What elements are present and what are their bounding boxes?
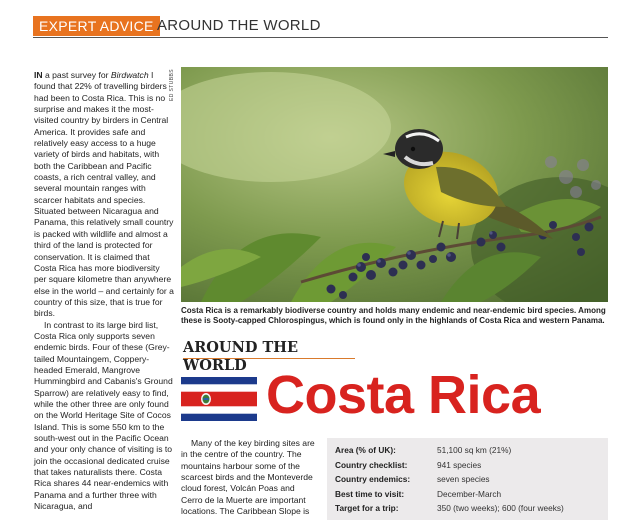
fact-label: Country checklist: xyxy=(335,459,408,470)
fact-label: Area (% of UK): xyxy=(335,445,396,455)
fact-row xyxy=(335,472,600,487)
fact-value: seven species xyxy=(437,474,490,485)
article-column-2 xyxy=(181,438,315,517)
fact-row xyxy=(335,458,600,473)
article-column-1 xyxy=(34,70,174,512)
photo-credit xyxy=(168,68,180,108)
article-paragraph: In contrast to its large bird list, Costa Rica only supports seven endemic birds. Four of these (Grey-tailed Mountaingem, Coppery-headed Emerald, Mangrove Hummingbird and Cabanis's Ground Sparrow) are relatively easy to find, while the other three are only found on the World Heritage Site of Cocos Island. This is some 550 km to the south-west out in the Pacific Ocean and your only chance of visiting is to join the occasional dedicated cruise that takes naturalists there. Costa Rica shares 44 near-endemics with Panama and a further three with Nicaragua, and xyxy=(34,319,173,512)
page-header xyxy=(33,16,608,38)
lead-text-continued: I found that 22% of travelling birders had been to Costa Rica. This is no surprise and makes it the most-visited country by birders in Central America. It provides safe and relatively easy access to a huge variety of birds and habitats, with both the Caribbean and Pacific coasts, a rich central valley, and several mountain ranges with scarcer habitats and species. Situated between Nicaragua and Panama, this relatively small country is packed with wildlife and almost a third of the land is protected for conservation. It is claimed that Costa Rica has more biodiversity per square kilometre than anywhere else in the world – and certainly for a country of this size, that is true for birds. xyxy=(34,70,174,319)
lead-text: a past survey for xyxy=(42,70,111,80)
fact-label: Target for a trip: xyxy=(335,503,399,514)
lead-word: IN xyxy=(34,70,43,80)
section-title: AROUND THE WORLD xyxy=(157,17,321,34)
fact-value: December-March xyxy=(437,488,502,499)
article-paragraph xyxy=(34,70,174,320)
around-the-world-heading: AROUND THE WORLD xyxy=(183,339,355,359)
country-title: Costa Rica xyxy=(266,365,541,425)
magazine-name: Birdwatch xyxy=(110,70,149,80)
fact-row xyxy=(335,443,600,458)
fact-value: 350 (two weeks); 600 (four weeks) xyxy=(437,503,564,514)
fact-row xyxy=(335,487,600,502)
costa-rica-flag xyxy=(181,377,257,421)
photo-caption: Costa Rica is a remarkably biodiverse country and holds many endemic and near-endemic bird species. Among these is Sooty-capped Chlorospingus, which is found only in the highlands of Costa Rica and western Panama. xyxy=(181,306,606,325)
fact-label: Country endemics: xyxy=(335,474,411,485)
fact-value: 51,100 sq km (21%) xyxy=(437,445,512,455)
fact-row xyxy=(335,501,600,516)
flag-icon xyxy=(181,377,257,421)
photo-credit-text: ED STUBBS xyxy=(168,69,175,101)
bird-photo xyxy=(181,67,608,302)
article-paragraph: Many of the key birding sites are in the centre of the country. The mountains harbour some of the scarcest birds and the Monteverde cloud forest, Volcán Poas and Cerro de la Muerte are important locations. The Caribbean Slope is xyxy=(181,438,315,517)
section-tag: EXPERT ADVICE xyxy=(33,16,160,36)
fact-value: 941 species xyxy=(437,459,482,470)
fact-box xyxy=(327,438,608,520)
bird-photo-illustration xyxy=(181,67,608,302)
fact-label: Best time to visit: xyxy=(335,488,405,499)
